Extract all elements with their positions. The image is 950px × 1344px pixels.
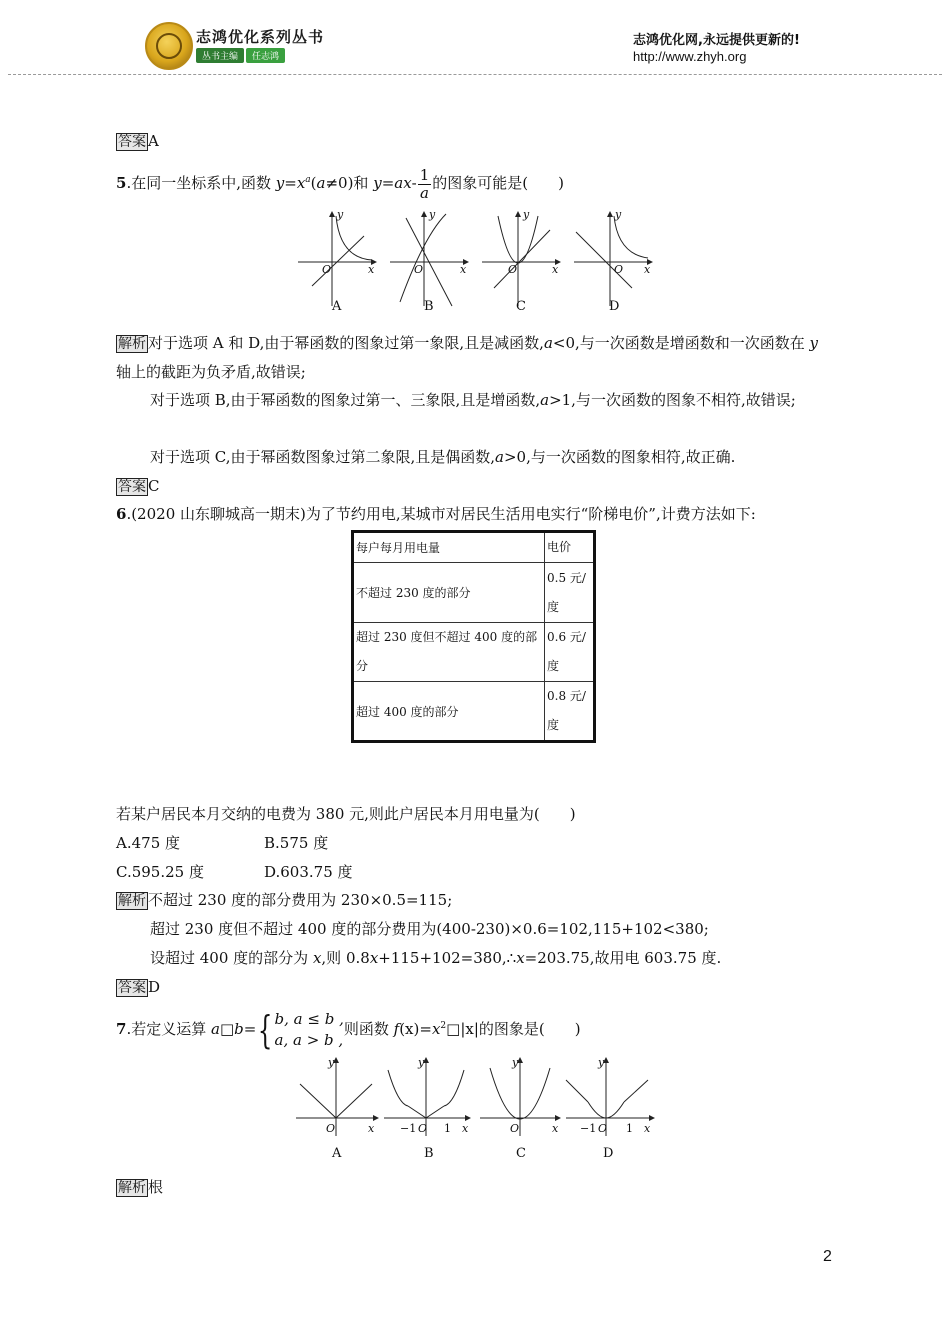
answer-tag: 答案 [118, 980, 146, 996]
q7-stem: 7.若定义运算 a□b={ b, a ≤ b , a, a > b , 则函数 $f(x)=x^2□|x|$的图象是( ) [116, 1008, 581, 1052]
svg-text:1: 1 [444, 1122, 451, 1135]
q5-caption-d: D [609, 299, 620, 314]
option-a[interactable]: A.475 度 [116, 834, 180, 852]
q7-graph-c[interactable] [480, 1058, 560, 1136]
table-header: 每户每月用电量 [353, 532, 545, 563]
answer-tag: 答案 [118, 479, 146, 495]
svg-text:y: y [512, 1056, 519, 1069]
page-number: 2 [823, 1248, 832, 1265]
q6-analysis-3: 设超过 400 度的部分为 x,则 0.8x+115+102=380,∴x=203.75,故用电 603.75 度. [150, 949, 722, 967]
q5-caption-b: B [424, 299, 434, 314]
option-c[interactable]: C.595.25 度 [116, 863, 204, 881]
answer-tag: 答案 [118, 134, 146, 150]
analysis-tag: 解析 [118, 336, 146, 352]
q5-graph-a[interactable] [298, 212, 376, 306]
q5-graph-options [292, 206, 662, 318]
logo-seal [145, 22, 193, 70]
svg-text:y: y [598, 1056, 605, 1069]
origin-label: O [322, 263, 332, 276]
svg-text:O: O [326, 1122, 336, 1135]
q7-graph-a[interactable] [296, 1058, 378, 1136]
q6-question: 若某户居民本月交纳的电费为 380 元,则此户居民本月用电量为( ) [116, 805, 576, 823]
q5-analysis-1: 解析 对于选项 A 和 D,由于幂函数的图象过第一象限,且是减函数,a<0,与一次函数是增函数和一次函数在 y 轴上的截距为负矛盾,故错误; [116, 334, 819, 381]
q5-graph-b[interactable] [390, 212, 468, 306]
q5-analysis-2: 对于选项 B,由于幂函数的图象过第一、三象限,且是增函数,a>1,与一次函数的图象不相符,故错误; [150, 391, 796, 409]
question-number: 7 [116, 1020, 127, 1038]
answer-value: D [148, 978, 161, 996]
answer-value: A [148, 132, 159, 150]
svg-text:O: O [510, 1122, 520, 1135]
site-slogan: 志鸿优化网,永远提供更新的! [633, 33, 800, 48]
svg-text:x: x [462, 1122, 469, 1135]
editor-name: 任志鸿 [246, 48, 285, 63]
q7-caption-d: D [603, 1146, 614, 1161]
q7-caption-a: A [332, 1146, 342, 1161]
svg-text:y: y [429, 208, 436, 221]
piecewise-cases: b, a ≤ b , a, a > b , [274, 1010, 344, 1049]
svg-text:O: O [418, 1122, 428, 1135]
table-row: 超过 230 度但不超过 400 度的部分 0.6 元/度 [353, 623, 595, 682]
svg-text:x: x [552, 1122, 559, 1135]
svg-text:x: x [460, 263, 467, 276]
analysis-tag: 解析 [118, 1180, 146, 1196]
option-b[interactable]: B.575 度 [264, 834, 329, 852]
svg-text:1: 1 [626, 1122, 633, 1135]
electricity-price-table [351, 530, 596, 743]
svg-text:O: O [414, 263, 424, 276]
svg-text:y: y [328, 1056, 335, 1069]
question-number: 6 [116, 505, 127, 523]
question-number: 5 [116, 174, 127, 192]
svg-text:O: O [598, 1122, 608, 1135]
svg-text:x: x [644, 263, 651, 276]
q5-graph-d[interactable] [574, 212, 652, 306]
svg-text:y: y [615, 208, 622, 221]
svg-text:y: y [418, 1056, 425, 1069]
q7-caption-c: C [516, 1146, 526, 1161]
q6-stem: 6.(2020 山东聊城高一期末)为了节约用电,某城市对居民生活用电实行“阶梯电价”,计费方法如下: [116, 505, 756, 523]
svg-text:O: O [508, 263, 518, 276]
svg-text:x: x [552, 263, 559, 276]
svg-text:x: x [368, 1122, 375, 1135]
axis-y-label: y [337, 208, 344, 221]
svg-text:x: x [644, 1122, 651, 1135]
table-row: 超过 400 度的部分 0.8 元/度 [353, 682, 595, 742]
answer-value: C [148, 477, 160, 495]
chief-editor [196, 48, 285, 63]
q7-analysis: 解析 根 [118, 1178, 164, 1196]
fraction: $\frac{1}{a}$ [419, 165, 430, 202]
q7-caption-b: B [424, 1146, 434, 1161]
svg-text:y: y [523, 208, 530, 221]
q5-caption-a: A [332, 299, 342, 314]
piecewise-brace: { [258, 1008, 273, 1052]
q5-answer [116, 476, 159, 497]
series-title: 志鸿优化系列丛书 [196, 28, 325, 46]
q6-answer [116, 977, 160, 998]
q5-stem: 5.在同一坐标系中,函数 $y=x^a(a\ne 0)$和 y=ax- $\frac{1}{a}$ 的图象可能是( ) [116, 165, 565, 202]
q5-caption-c: C [516, 299, 526, 314]
q6-analysis-1: 解析 不超过 230 度的部分费用为 230×0.5=115; [118, 891, 453, 909]
table-header: 电价 [545, 532, 595, 563]
site-url[interactable]: http://www.zhyh.org [633, 49, 747, 64]
q6-analysis-2: 超过 230 度但不超过 400 度的部分费用为(400-230)×0.6=102,115+102<380; [150, 920, 709, 938]
option-d[interactable]: D.603.75 度 [264, 863, 353, 881]
svg-text:O: O [614, 263, 624, 276]
analysis-tag: 解析 [118, 893, 146, 909]
q5-analysis-3: 对于选项 C,由于幂函数图象过第二象限,且是偶函数,a>0,与一次函数的图象相符,故正确. [150, 448, 736, 466]
editor-label: 丛书主编 [196, 48, 244, 63]
q4-answer [116, 131, 159, 152]
q5-graph-c[interactable] [482, 212, 560, 306]
axis-x-label: x [368, 263, 375, 276]
q7-graph-options [292, 1052, 662, 1142]
svg-text:−1: −1 [580, 1122, 597, 1135]
table-row: 不超过 230 度的部分 0.5 元/度 [353, 563, 595, 623]
svg-text:−1: −1 [400, 1122, 417, 1135]
header-divider [8, 74, 942, 75]
